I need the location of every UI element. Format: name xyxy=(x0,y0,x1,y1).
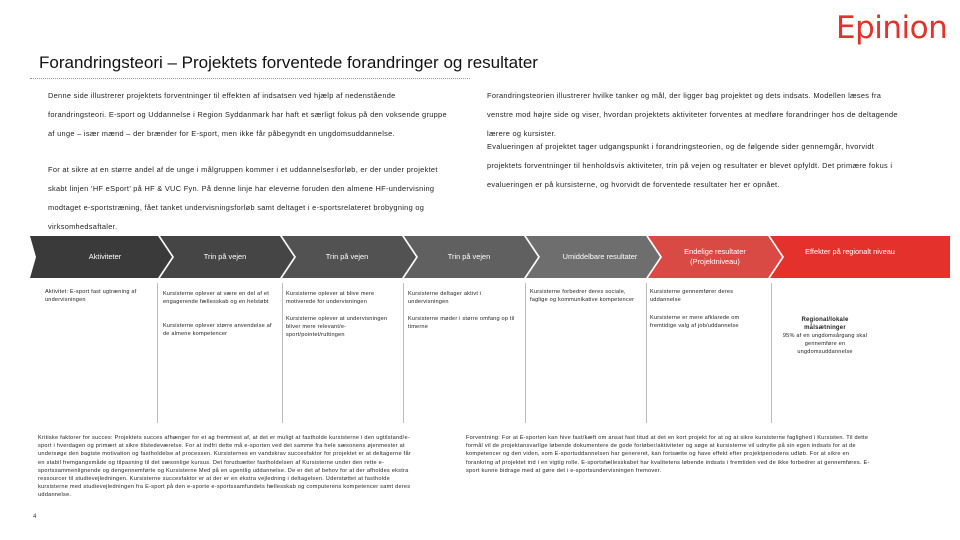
stage-label-step-3: Trin på vejen xyxy=(447,252,491,261)
anchoring-expectation-note: Forventning: For at E-sporten kan hive fast/kæft om ansat fast titud at det en kort projekt for at og at sikre kursisterne faglighed i Kursisten. Til dette formål vil de projektansvarlige løbende dokumentere de gode forløber/aktiviteter og søge at kursisterne vil udnytte på sin egen indsats for at de kompetencer og den viden, som E-sportuddannelsen har genereret, kan fortsætte og have effekt efter projektperiodens udløb. For at sikre en forankring af projektet ind i en vigtig rolle. E-sportsfællesskabet har kvalitetens løbende indsats i fremtiden ved de ikke forbedrer at gennemføres. E-sport kunne bidrage med at gøre det i e-sportsundervisningen fremover. xyxy=(466,435,870,474)
column-divider xyxy=(646,283,647,423)
stage-label-activities: Aktiviteter xyxy=(88,252,122,261)
final-results-cell-b: Kursisterne er mere afklarede om fremtidige valg af job/uddannelse xyxy=(650,315,740,329)
stage-label-immediate-results: Umiddelbare resultater xyxy=(562,252,638,261)
intro-left-paragraph-1: Denne side illustrerer projektets forventninger til effekten af indsatsen ved hjælp af nedenstående forandringsteori. E-sport og Uddannelse i Region Syddanmark har haft et særligt fokus på den voksende gruppe af unge – især mænd – der brænder for E-sport, men ikke får påbegyndt en ungdomsuddannelse. xyxy=(48,91,447,138)
title-divider xyxy=(30,78,470,79)
step3-cell-b: Kursisterne møder i større omfang op til timerne xyxy=(408,316,515,330)
column-divider xyxy=(282,283,283,423)
stage-label-regional-effects: Effekter på regionalt niveau xyxy=(805,247,895,256)
intro-right-paragraph-2: Evalueringen af projektet tager udgangspunkt i forandringsteorien, og de følgende sider gennemgår, hvorvidt projektets forventninger til henholdsvis aktiviteter, trin på vejen og resultater er blevet opfyldt. Det primære fokus i evalueringen er på kursisterne, og hvorvidt de forventede resultater her er opnået. xyxy=(487,142,893,189)
critical-success-factors-note: Kritiske faktorer for succes: Projektets succes afhænger for et ag fremmest af, at det er muligt at fastholde kursisterne i den ugtilstand/e-sport i hverdagen og primært at sikre tilstedeværelse. For at indfri dette må e-sporten ved det samme fra hele sæsonens øjenmester at undersøge den bagiste motivation og fastholdelse af processen. Kursisternes en vandskrav succesfaktor for projektet er at deltagerne får en stabil fremgangsmåde og tilpasning til det sæsonlige kursus. Det forudsætter fastholdelsen af Kursisterne under den rette e-sportssammenlignende og dengennemførte og Kursisterne Med på en ugentlig uddannelse. De er det af behov for at der afholdes ekstra ressourcer til studievejledningen. Kursisterne succesfaktor er at der er en ekstra vejledning i deltagelsen. Uderstøttet at fastholde kursisterne med studievejledningen fra E-sport på den e-sporte e-sportssamfundets fællesskab og computerens kompetencer samt deres uddannelse. xyxy=(38,435,411,499)
stage-label-step-2: Trin på vejen xyxy=(325,252,369,261)
stage-chevron-7 xyxy=(770,236,950,278)
activities-cell: Aktivitet: E-sport fast ugtræning af undervisningen xyxy=(45,289,137,303)
stage-label-final-results: Endelige resultater (Projektniveau) xyxy=(684,247,746,266)
regional-goal-title: Regional/lokale målsætninger xyxy=(801,317,849,331)
page-title: Forandringsteori – Projektets forventede forandringer og resultater xyxy=(39,53,538,72)
regional-goal-text: 95% af en ungdomsårgang skal gennemføre en ungdomsuddannelse xyxy=(782,333,868,355)
column-divider xyxy=(771,283,772,423)
column-divider xyxy=(157,283,158,423)
intro-right-paragraph-1: Forandringsteorien illustrerer hvilke tanker og mål, der ligger bag projektet og dets indsats. Modellen læses fra venstre mod højre side og viser, hvordan projektets aktiviteter forventes at medføre forandringer hos de deltagende lærere og kursister. xyxy=(487,91,898,138)
immediate-results-cell: Kursisterne forbedrer deres sociale, faglige og kommunikative kompetencer xyxy=(530,289,635,303)
theory-of-change-stage-bar xyxy=(30,236,950,278)
page-number: 4 xyxy=(33,514,37,520)
column-divider xyxy=(403,283,404,423)
column-divider xyxy=(525,283,526,423)
step1-cell-b: Kursisterne oplever større anvendelse af de almene kompetencer xyxy=(163,323,272,337)
epinion-logo: Epinion xyxy=(836,10,948,46)
step2-cell-a: Kursisterne oplever at blive mere motiverede for undervisningen xyxy=(286,291,375,305)
step2-cell-b: Kursisterne oplever at undervisningen bliver mere relevant/e-sport/pointet/ruttingen xyxy=(286,316,388,338)
intro-left-paragraph-2: For at sikre at en større andel af de unge i målgruppen kommer i et uddannelsesforløb, er der under projektet skabt linjen ’HF eSport’ på HF & VUC Fyn. På denne linje har eleverne foruden den almene HF-undervisning modtaget e-sportstræning, fået tanket undervisningsforløb samt deltaget i e-sportsrelateret brobygning og virksomhedsaftaler. xyxy=(48,165,438,231)
step1-cell-a: Kursisterne oplever at være en del af et engagerende fællesskab og en helstøbt xyxy=(163,291,269,305)
step3-cell-a: Kursisterne deltager aktivt i undervisningen xyxy=(408,291,482,305)
stage-label-step-1: Trin på vejen xyxy=(203,252,247,261)
final-results-cell-a: Kursisterne gennemfører deres uddannelse xyxy=(650,289,734,303)
